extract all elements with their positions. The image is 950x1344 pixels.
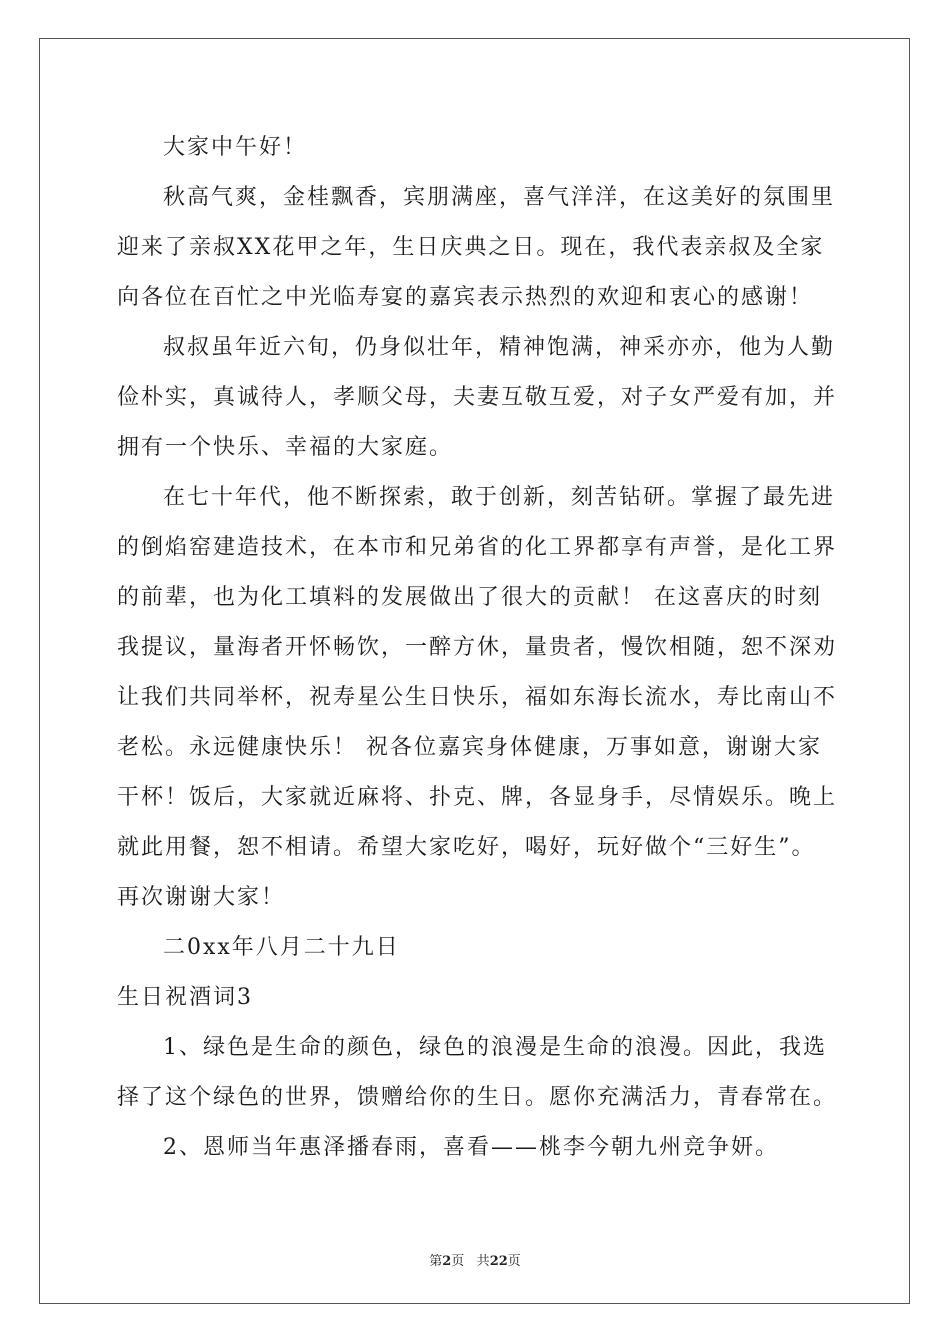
date-line: 二0xx年八月二十九日 bbox=[163, 935, 400, 960]
paragraph-line: 在七十年代，他不断探索，敢于创新，刻苦钻研。掌握了最先进 bbox=[163, 485, 836, 510]
list-item-line: 1、绿色是生命的颜色，绿色的浪漫是生命的浪漫。因此，我选 bbox=[163, 1035, 827, 1060]
paragraph-line: 向各位在百忙之中光临寿宴的嘉宾表示热烈的欢迎和衷心的感谢！ bbox=[117, 285, 814, 310]
paragraph-line: 俭朴实，真诚待人，孝顺父母，夫妻互敬互爱，对子女严爱有加，并 bbox=[117, 385, 838, 410]
paragraph-line: 秋高气爽，金桂飘香，宾朋满座，喜气洋洋，在这美好的氛围里 bbox=[163, 185, 836, 210]
paragraph-line: 的倒焰窑建造技术，在本市和兄弟省的化工界都享有声誉，是化工界 bbox=[117, 535, 838, 560]
paragraph-line: 干杯！饭后，大家就近麻将、扑克、牌，各显身手，尽情娱乐。晚上 bbox=[117, 785, 838, 810]
total-prefix: 共 bbox=[476, 1254, 490, 1269]
list-item-line: 择了这个绿色的世界，馈赠给你的生日。愿你充满活力，青春常在。 bbox=[117, 1085, 838, 1110]
paragraph-line: 迎来了亲叔XX花甲之年，生日庆典之日。现在，我代表亲叔及全家 bbox=[117, 235, 825, 260]
paragraph-line: 让我们共同举杯，祝寿星公生日快乐，福如东海长流水，寿比南山不 bbox=[117, 685, 838, 710]
paragraph-line: 叔叔虽年近六旬，仍身似壮年，精神饱满，神采亦亦，他为人勤 bbox=[163, 335, 836, 360]
paragraph-line: 的前辈，也为化工填料的发展做出了很大的贡献！ 在这喜庆的时刻 bbox=[117, 585, 822, 610]
section-title: 生日祝酒词3 bbox=[117, 985, 253, 1010]
page-current: 2 bbox=[442, 1254, 452, 1269]
list-item-line: 2、恩师当年惠泽播春雨，喜看——桃李今朝九州竞争妍。 bbox=[163, 1135, 779, 1160]
page-unit: 页 bbox=[451, 1254, 465, 1269]
greeting-line: 大家中午好！ bbox=[163, 135, 308, 160]
paragraph-line: 就此用餐，恕不相请。希望大家吃好，喝好，玩好做个“三好生”。 bbox=[117, 835, 816, 860]
page-prefix: 第 bbox=[429, 1254, 443, 1269]
paragraph-line: 老松。永远健康快乐！ 祝各位嘉宾身体健康，万事如意，谢谢大家 bbox=[117, 735, 822, 760]
page-total: 22 bbox=[489, 1254, 508, 1269]
paragraph-line: 再次谢谢大家！ bbox=[117, 885, 286, 910]
page-footer bbox=[0, 1250, 950, 1269]
paragraph-line: 我提议，量海者开怀畅饮，一醉方休，量贵者，慢饮相随，恕不深劝 bbox=[117, 635, 838, 660]
total-unit: 页 bbox=[507, 1254, 521, 1269]
paragraph-line: 拥有一个快乐、幸福的大家庭。 bbox=[117, 435, 454, 460]
